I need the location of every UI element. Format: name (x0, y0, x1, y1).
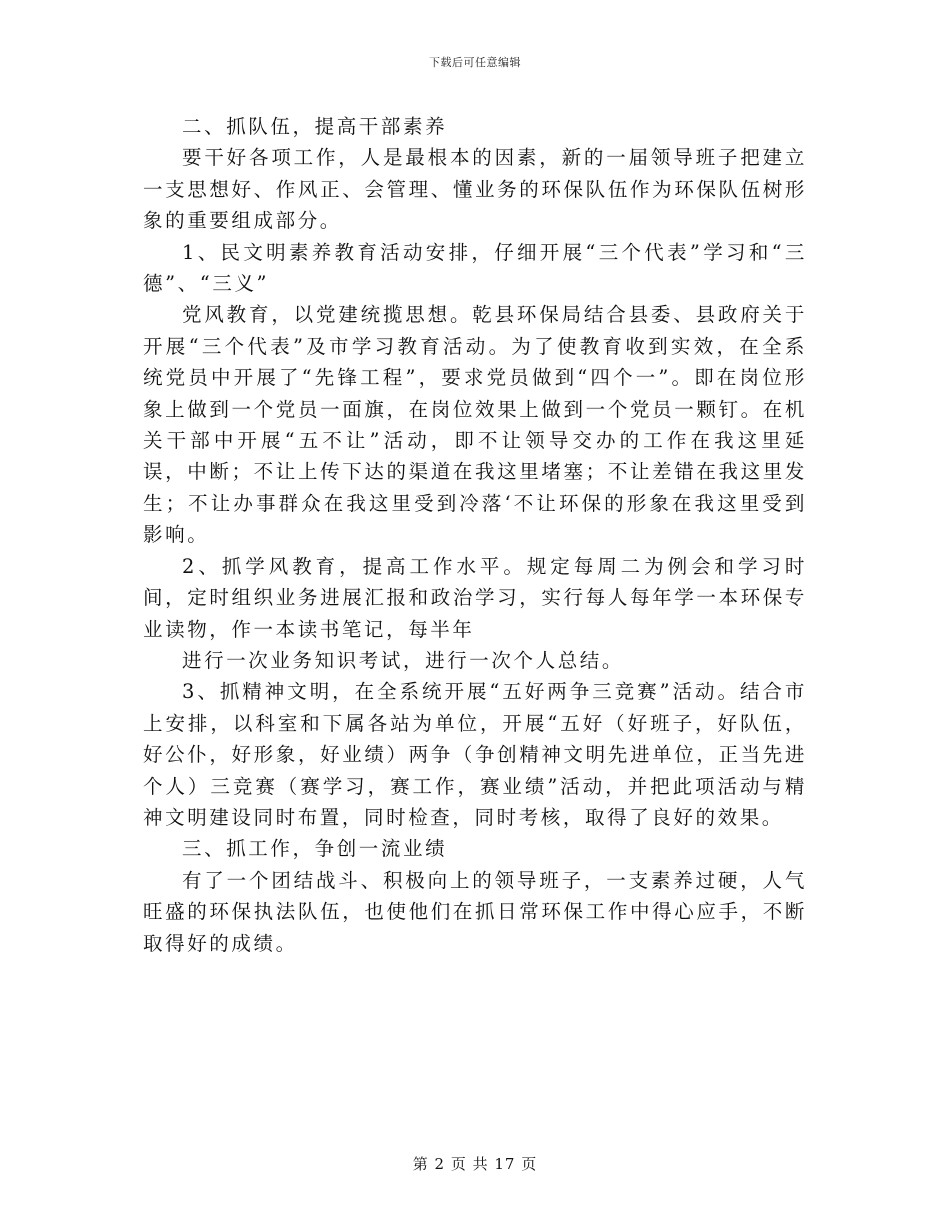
footer-current-page: 2 (434, 1155, 446, 1173)
footer-total-pages: 17 (494, 1155, 516, 1173)
paragraph: 进行一次业务知识考试，进行一次个人总结。 (182, 648, 625, 672)
paragraph: 要干好各项工作，人是最根本的因素，新的一届领导班子把建立一支思想好、作风正、会管理、懂业务的环保队伍作为环保队伍树形象的重要组成部分。 (143, 146, 807, 233)
paragraph: 有了一个团结战斗、积极向上的领导班子，一支素养过硬，人气旺盛的环保执法队伍，也使他们在抓日常环保工作中得心应手，不断取得好的成绩。 (143, 868, 807, 955)
document-body (143, 111, 807, 959)
paragraph: 3、抓精神文明，在全系统开展“五好两争三竞赛”活动。结合市上安排，以科室和下属各站为单位，开展“五好（好班子，好队伍，好公仆，好形象，好业绩）两争（争创精神文明先进单位，正当先进个人）三竞赛（赛学习，赛工作，赛业绩”活动，并把此项活动与精神文明建设同时布置，同时检查，同时考核，取得了良好的效果。 (143, 680, 807, 829)
paragraph: 党风教育，以党建统揽思想。乾县环保局结合县委、县政府关于开展“三个代表”及市学习教育活动。为了使教育收到实效，在全系统党员中开展了“先锋工程”，要求党员做到“四个一”。即在岗位形象上做到一个党员一面旗，在岗位效果上做到一个党员一颗钉。在机关干部中开展“五不让”活动，即不让领导交办的工作在我这里延误，中断；不让上传下达的渠道在我这里堵塞；不让差错在我这里发生；不让办事群众在我这里受到冷落‘不让环保的形象在我这里受到影响。 (143, 303, 807, 547)
page-footer (0, 1153, 950, 1174)
footer-suffix: 页 (521, 1155, 538, 1173)
section-heading-team: 二、抓队伍，提高干部素养 (182, 115, 448, 138)
section-heading-work: 三、抓工作，争创一流业绩 (182, 837, 448, 861)
footer-middle: 页 共 (450, 1155, 489, 1173)
paragraph: 1、民文明素养教育活动安排，仔细开展“三个代表”学习和“三德”、“三义” (143, 240, 807, 296)
page-header-note: 下载后可任意编辑 (429, 56, 521, 69)
paragraph: 2、抓学风教育，提高工作水平。规定每周二为例会和学习时间，定时组织业务进展汇报和政治学习，实行每人每年学一本环保专业读物，作一本读书笔记，每半年 (143, 554, 807, 641)
footer-prefix: 第 (412, 1155, 429, 1173)
